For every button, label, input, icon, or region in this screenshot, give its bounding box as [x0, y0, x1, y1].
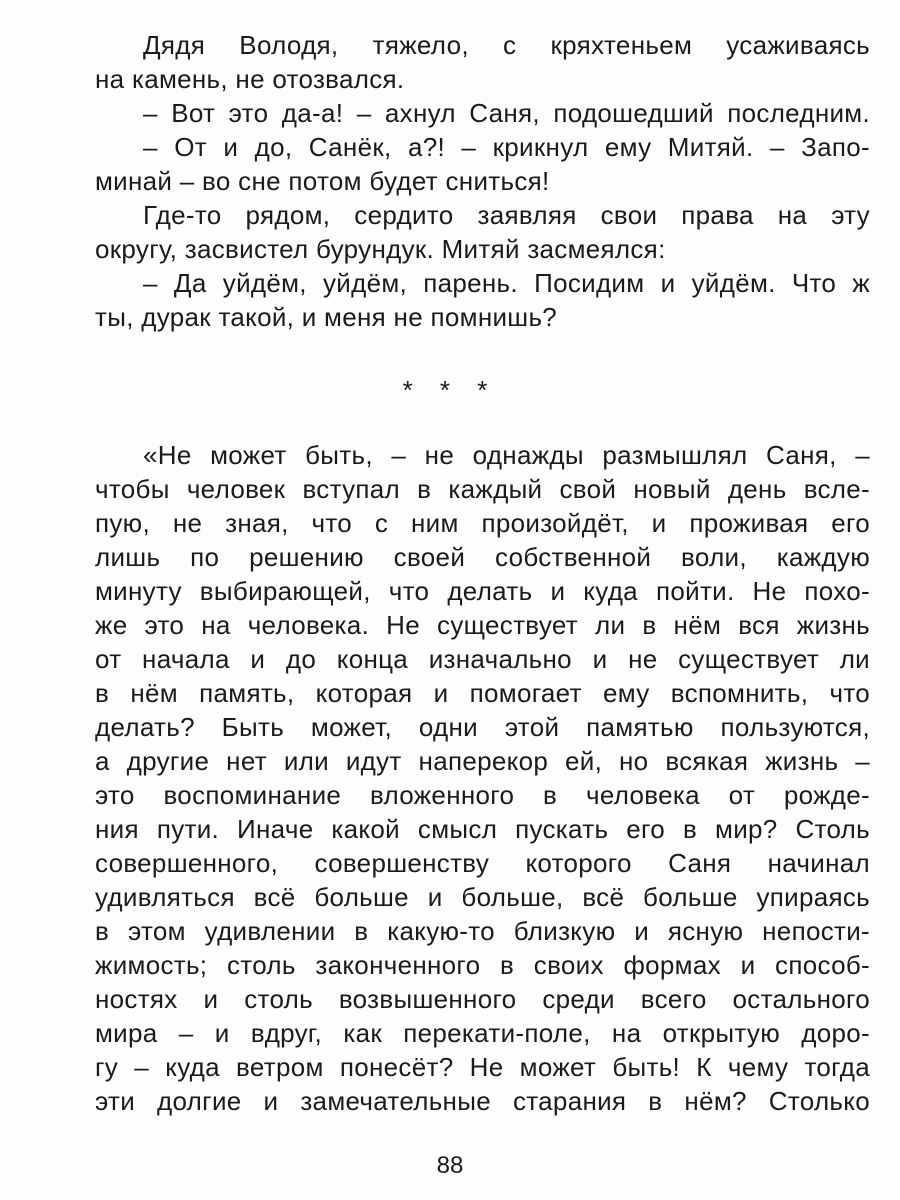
text-line: от начала и до конца изначально и не существует ли: [95, 644, 870, 674]
text-line: ностях и столь возвышенного среди всего остального: [95, 984, 870, 1014]
text-line: гу – куда ветром понесёт? Не может быть! К чему тогда: [95, 1052, 870, 1082]
text-line: мира – и вдруг, как перекати-поле, на открытую доро-: [95, 1018, 870, 1048]
text-line: минай – во сне потом будет сниться!: [95, 166, 550, 196]
text-line: эти долгие и замечательные старания в нём? Столько: [95, 1086, 870, 1116]
text-line: пую, не зная, что с ним произойдёт, и проживая его: [95, 508, 870, 538]
text-line: в нём память, которая и помогает ему вспомнить, что: [95, 678, 870, 708]
text-line: совершенного, совершенству которого Саня начинал: [95, 848, 870, 878]
text-line: это воспоминание вложенного в человека от рожде-: [95, 780, 870, 810]
text-line: делать? Быть может, одни этой памятью пользуются,: [95, 712, 870, 742]
text-line: округу, засвистел бурундук. Митяй засмеялся:: [95, 234, 666, 264]
text-line: на камень, не отозвался.: [95, 64, 405, 94]
text-line: – От и до, Санёк, а?! – крикнул ему Митяй. – Запо-: [143, 132, 870, 162]
text-line: минуту выбирающей, что делать и куда пойти. Не похо-: [95, 576, 870, 606]
text-line: – Вот это да-а! – ахнул Саня, подошедший последним.: [143, 98, 870, 128]
text-line: «Не может быть, – не однажды размышлял Саня, –: [143, 440, 870, 470]
text-line: лишь по решению своей собственной воли, каждую: [95, 542, 870, 572]
text-line: чтобы человек вступал в каждый свой новый день вслe-: [95, 474, 870, 504]
text-line: в этом удивлении в какую-то близкую и ясную непости-: [95, 916, 870, 946]
text-line: же это на человека. Не существует ли в нём вся жизнь: [95, 610, 870, 640]
text-line: Где-то рядом, сердито заявляя свои права на эту: [143, 200, 870, 230]
text-line: ния пути. Иначе какой смысл пускать его в мир? Столь: [95, 814, 870, 844]
text-line: жимость; столь законченного в своих формах и способ-: [95, 950, 870, 980]
section-separator: * * *: [402, 375, 498, 405]
text-line: – Да уйдём, уйдём, парень. Посидим и уйдём. Что ж: [143, 268, 870, 298]
text-line: ты, дурак такой, и меня не помнишь?: [95, 302, 558, 332]
text-line: Дядя Володя, тяжело, с кряхтеньем усаживаясь: [143, 30, 870, 60]
page-number: 88: [436, 1152, 464, 1179]
text-line: удивляться всё больше и больше, всё больше упираясь: [95, 882, 870, 912]
text-line: а другие нет или идут наперекор ей, но всякая жизнь –: [95, 746, 870, 776]
